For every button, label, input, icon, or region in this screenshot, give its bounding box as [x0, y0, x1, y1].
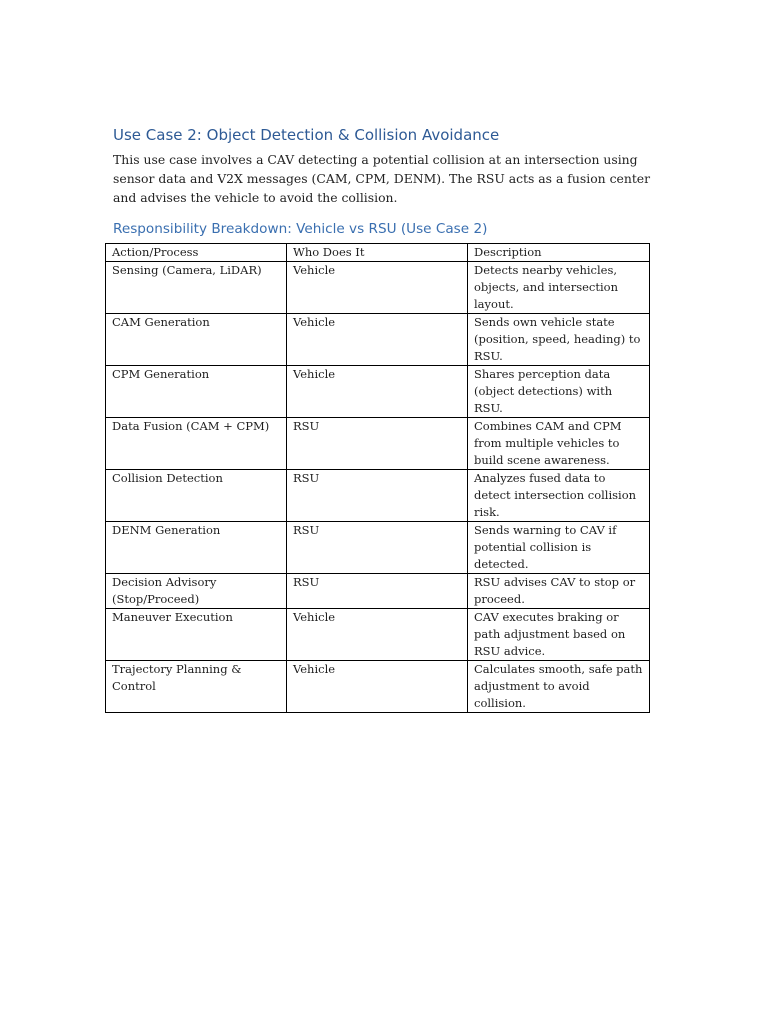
cell-description: Detects nearby vehicles, objects, and intersection layout. — [468, 262, 650, 314]
header-description: Description — [468, 244, 650, 262]
cell-who: Vehicle — [287, 262, 468, 314]
table-row — [106, 314, 650, 366]
cell-action: Sensing (Camera, LiDAR) — [106, 262, 287, 314]
table-heading: Responsibility Breakdown: Vehicle vs RSU (Use Case 2) — [113, 221, 488, 237]
table-row — [106, 366, 650, 418]
cell-who: RSU — [287, 470, 468, 522]
section-heading: Use Case 2: Object Detection & Collision Avoidance — [113, 126, 500, 144]
cell-description: RSU advises CAV to stop or proceed. — [468, 574, 650, 609]
cell-who: Vehicle — [287, 609, 468, 661]
table-header-row — [106, 244, 650, 262]
cell-who: Vehicle — [287, 314, 468, 366]
cell-description: Sends warning to CAV if potential collision is detected. — [468, 522, 650, 574]
cell-action: CPM Generation — [106, 366, 287, 418]
responsibility-table — [105, 243, 650, 713]
table-row — [106, 522, 650, 574]
cell-who: RSU — [287, 522, 468, 574]
table-row — [106, 470, 650, 522]
cell-description: Shares perception data (object detections) with RSU. — [468, 366, 650, 418]
table-row — [106, 262, 650, 314]
cell-description: Sends own vehicle state (position, speed, heading) to RSU. — [468, 314, 650, 366]
table-row — [106, 661, 650, 713]
cell-who: RSU — [287, 574, 468, 609]
cell-description: Analyzes fused data to detect intersection collision risk. — [468, 470, 650, 522]
cell-action: Maneuver Execution — [106, 609, 287, 661]
cell-description: CAV executes braking or path adjustment based on RSU advice. — [468, 609, 650, 661]
cell-action: Collision Detection — [106, 470, 287, 522]
cell-action: Decision Advisory (Stop/Proceed) — [106, 574, 287, 609]
document-content — [113, 125, 653, 238]
header-action: Action/Process — [106, 244, 287, 262]
cell-action: Data Fusion (CAM + CPM) — [106, 418, 287, 470]
intro-paragraph: This use case involves a CAV detecting a potential collision at an intersection using sensor data and V2X messages (CAM, CPM, DENM). The RSU acts as a fusion center and advises the vehicle to avoid the collision. — [113, 152, 651, 205]
table-row — [106, 609, 650, 661]
table-row — [106, 418, 650, 470]
cell-who: Vehicle — [287, 661, 468, 713]
cell-action: Trajectory Planning & Control — [106, 661, 287, 713]
cell-who: Vehicle — [287, 366, 468, 418]
header-who: Who Does It — [287, 244, 468, 262]
cell-who: RSU — [287, 418, 468, 470]
cell-description: Calculates smooth, safe path adjustment to avoid collision. — [468, 661, 650, 713]
cell-action: DENM Generation — [106, 522, 287, 574]
cell-action: CAM Generation — [106, 314, 287, 366]
cell-description: Combines CAM and CPM from multiple vehicles to build scene awareness. — [468, 418, 650, 470]
table-row — [106, 574, 650, 609]
